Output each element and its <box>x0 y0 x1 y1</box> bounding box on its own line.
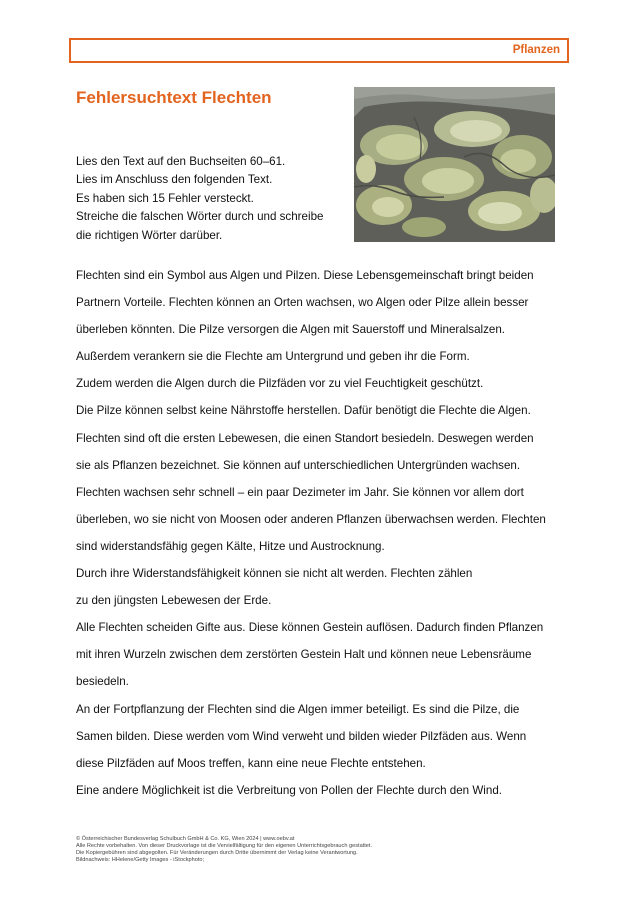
lichen-photo <box>354 87 555 242</box>
text-line: sie als Pflanzen bezeichnet. Sie können auf unterschiedlichen Untergründen wachsen. <box>76 458 521 472</box>
text-line: mit ihren Wurzeln zwischen dem zerstörten Gestein Halt und können neue Lebensräume <box>76 648 532 662</box>
text-line: besiedeln. <box>76 675 129 689</box>
text-line: diese Pilzfäden auf Moos treffen, kann eine neue Flechte entstehen. <box>76 756 426 770</box>
text-line: zu den jüngsten Lebewesen der Erde. <box>76 594 272 608</box>
footer-line: Die Kopiergebühren sind abgegolten. Für Veränderungen durch Dritte übernimmt der Verlag keine Verantwortung. <box>76 850 358 857</box>
error-text <box>76 262 566 804</box>
text-line: Zudem werden die Algen durch die Pilzfäden vor zu viel Feuchtigkeit geschützt. <box>76 377 484 391</box>
text-line: Samen bilden. Diese werden vom Wind verweht und bilden wieder Pilzfäden aus. Wenn <box>76 729 527 743</box>
instructions <box>76 153 346 245</box>
instruction-line: die richtigen Wörter darüber. <box>76 228 223 242</box>
text-line: Die Pilze können selbst keine Nährstoffe herstellen. Dafür benötigt die Flechte die Algen. <box>76 404 531 418</box>
footer-line: © Österreichischer Bundesverlag Schulbuch GmbH & Co. KG, Wien 2024 | www.oebv.at <box>76 836 295 842</box>
instruction-line: Lies im Anschluss den folgenden Text. <box>76 173 273 187</box>
text-line: Eine andere Möglichkeit ist die Verbreitung von Pollen der Flechte durch den Wind. <box>76 783 502 797</box>
text-line: Flechten sind ein Symbol aus Algen und Pilzen. Diese Lebensgemeinschaft bringt beiden <box>76 269 534 282</box>
page-title: Fehlersuchtext Flechten <box>76 88 272 107</box>
text-line: Flechten wachsen sehr schnell – ein paar Dezimeter im Jahr. Sie können vor allem dort <box>76 485 524 499</box>
footer-copyright <box>76 836 576 864</box>
lichen-rock-image <box>354 87 555 242</box>
footer-line: Alle Rechte vorbehalten. Von dieser Druckvorlage ist die Vervielfältigung für den eigenen Unterrichtsgebrauch gestattet. <box>76 843 373 850</box>
text-line: sind widerstandsfähig gegen Kälte, Hitze und Austrocknung. <box>76 539 385 553</box>
text-line: Partnern Vorteile. Flechten können an Orten wachsen, wo Algen oder Pilze allein besser <box>76 296 529 310</box>
instruction-line: Lies den Text auf den Buchseiten 60–61. <box>76 155 286 168</box>
subject-label: Pflanzen <box>512 44 560 56</box>
text-line: überleben, wo sie nicht von Moosen oder anderen Pflanzen überwachsen werden. Flechten <box>76 512 546 526</box>
header-box <box>69 38 569 63</box>
instruction-line: Streiche die falschen Wörter durch und schreibe <box>76 210 324 224</box>
text-line: Flechten sind oft die ersten Lebewesen, die einen Standort besiedeln. Deswegen werden <box>76 431 534 445</box>
text-line: Außerdem verankern sie die Flechte am Untergrund und geben ihr die Form. <box>76 350 470 364</box>
text-line: Alle Flechten scheiden Gifte aus. Diese können Gestein auflösen. Dadurch finden Pflanzen <box>76 621 544 635</box>
text-line: Durch ihre Widerstandsfähigkeit können sie nicht alt werden. Flechten zählen <box>76 567 473 581</box>
text-line: An der Fortpflanzung der Flechten sind die Algen immer beteiligt. Es sind die Pilze, die <box>76 702 520 716</box>
text-line: überleben könnten. Die Pilze versorgen die Algen mit Sauerstoff und Mineralsalzen. <box>76 323 506 337</box>
footer-line: Bildnachweis: HHelene/Getty Images - iStockphoto; <box>76 857 205 864</box>
instruction-line: Es haben sich 15 Fehler versteckt. <box>76 191 254 205</box>
